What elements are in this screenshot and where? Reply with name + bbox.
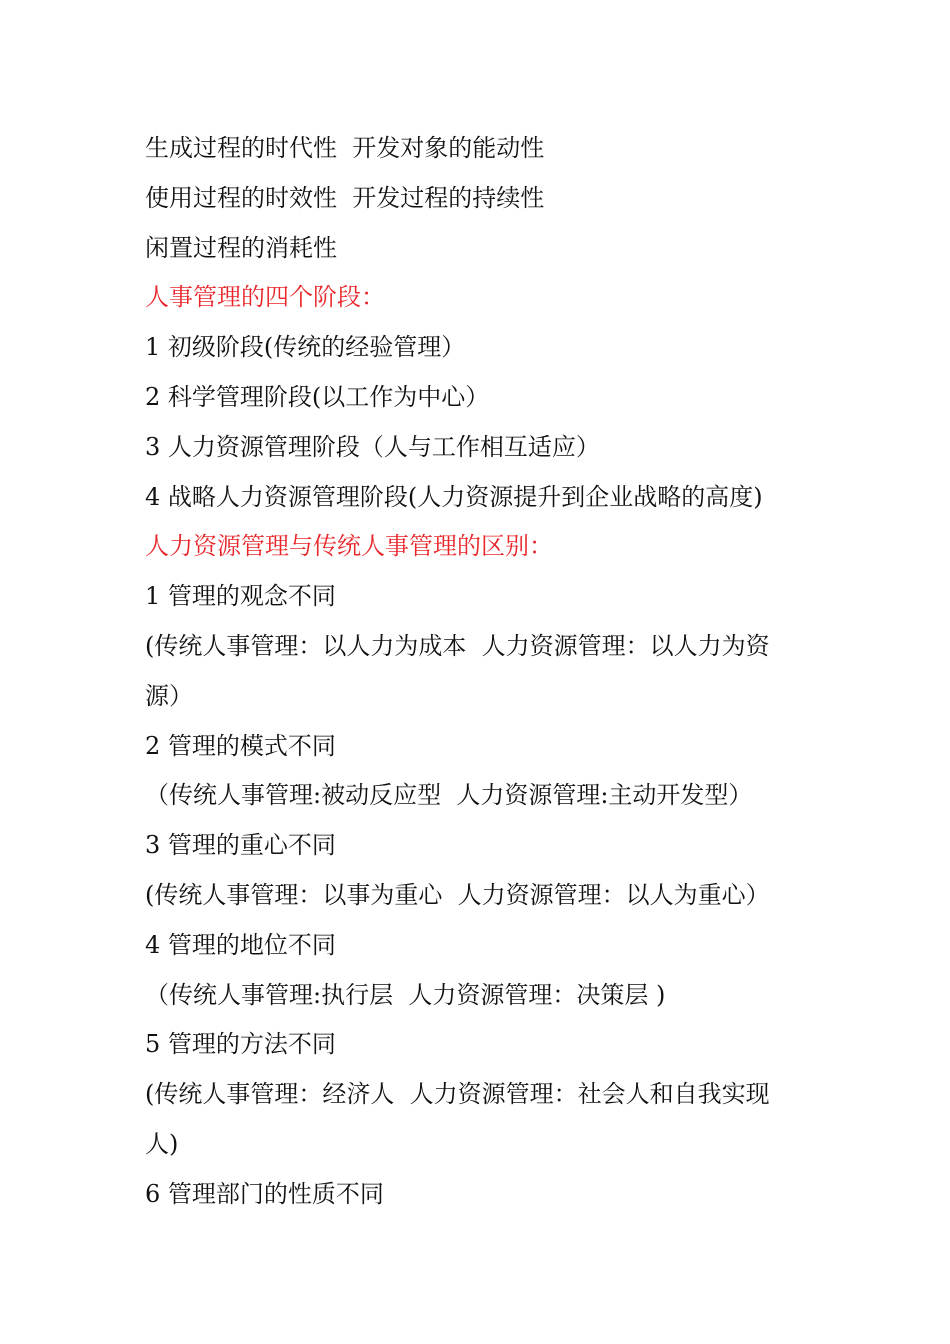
document-body [145,124,815,1220]
text-line: 源） [145,681,193,710]
section-heading: 人事管理的四个阶段： [145,283,385,312]
list-item: 1 管理的观念不同 [145,582,336,611]
list-item: 4 战略人力资源管理阶段(人力资源提升到企业战略的高度) [145,482,763,511]
text-line: （传统人事管理:执行层 人力资源管理：决策层 ) [145,980,666,1009]
list-item: 5 管理的方法不同 [145,1030,336,1059]
text-line: (传统人事管理：以事为重心 人力资源管理：以人为重心） [145,880,770,909]
list-item: 6 管理部门的性质不同 [145,1179,384,1208]
list-item: 1 初级阶段(传统的经验管理） [145,333,466,362]
list-item: 2 管理的模式不同 [145,731,336,760]
list-item: 3 管理的重心不同 [145,831,336,860]
text-line: 人) [145,1129,179,1158]
list-item: 3 人力资源管理阶段（人与工作相互适应） [145,432,600,461]
list-item: 2 科学管理阶段(以工作为中心） [145,382,490,411]
text-line: (传统人事管理：以人力为成本 人力资源管理：以人力为资 [145,631,770,660]
text-line: （传统人事管理:被动反应型 人力资源管理:主动开发型） [145,781,753,810]
text-line: 使用过程的时效性 开发过程的持续性 [145,183,545,212]
text-line: 生成过程的时代性 开发对象的能动性 [145,134,545,162]
text-line: (传统人事管理：经济人 人力资源管理：社会人和自我实现 [145,1080,770,1109]
list-item: 4 管理的地位不同 [145,930,336,959]
text-line: 闲置过程的消耗性 [145,233,337,262]
section-heading: 人力资源管理与传统人事管理的区别： [145,532,553,561]
